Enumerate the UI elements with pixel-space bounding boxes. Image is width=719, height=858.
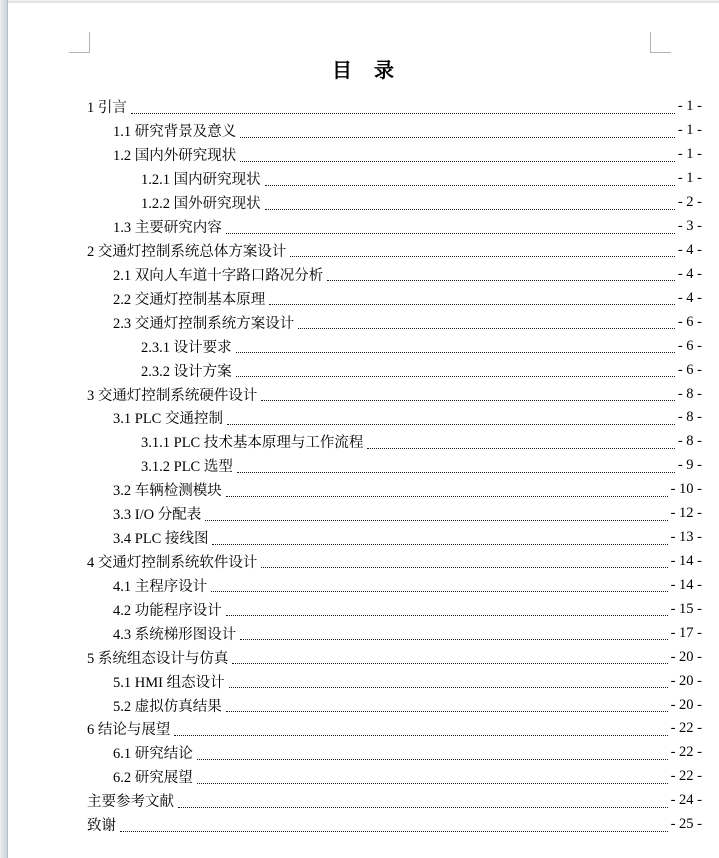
toc-entry-label: 3.1 PLC 交通控制 bbox=[113, 411, 223, 428]
toc-entry-page: - 2 - bbox=[677, 194, 702, 211]
toc-entry[interactable] bbox=[8, 789, 719, 813]
toc-dot-leader bbox=[232, 650, 667, 664]
margin-crop-mark-top-left-icon bbox=[69, 32, 90, 53]
toc-entry-page: - 8 - bbox=[677, 409, 702, 426]
toc-entry-page: - 22 - bbox=[670, 744, 702, 761]
toc-entry[interactable] bbox=[8, 526, 719, 550]
toc-dot-leader bbox=[261, 387, 674, 401]
toc-entry[interactable] bbox=[8, 669, 719, 693]
toc-dot-leader bbox=[226, 698, 668, 712]
toc-dot-leader bbox=[240, 626, 667, 640]
toc-dot-leader bbox=[327, 267, 675, 281]
toc-entry[interactable] bbox=[8, 191, 719, 215]
toc-entry-page: - 1 - bbox=[677, 122, 702, 139]
toc-entry[interactable] bbox=[8, 382, 719, 406]
toc-dot-leader bbox=[240, 148, 675, 162]
toc-dot-leader bbox=[265, 196, 675, 210]
toc-entry[interactable] bbox=[8, 119, 719, 143]
toc-entry-label: 1 引言 bbox=[87, 100, 127, 117]
toc-dot-leader bbox=[226, 602, 668, 616]
margin-crop-mark-top-right-icon bbox=[650, 32, 671, 53]
toc-dot-leader bbox=[236, 363, 675, 377]
toc-entry[interactable] bbox=[8, 239, 719, 263]
toc-list bbox=[8, 95, 719, 837]
toc-entry[interactable] bbox=[8, 550, 719, 574]
toc-entry-label: 1.1 研究背景及意义 bbox=[113, 124, 237, 141]
toc-entry-page: - 9 - bbox=[677, 457, 702, 474]
toc-entry-label: 3.1.1 PLC 技术基本原理与工作流程 bbox=[141, 435, 364, 452]
toc-entry[interactable] bbox=[8, 215, 719, 239]
toc-entry-page: - 1 - bbox=[677, 146, 702, 163]
toc-entry-page: - 6 - bbox=[677, 361, 702, 378]
toc-entry-page: - 4 - bbox=[677, 241, 702, 258]
toc-entry-page: - 20 - bbox=[670, 696, 702, 713]
toc-dot-leader bbox=[229, 674, 668, 688]
toc-entry-label: 4.1 主程序设计 bbox=[113, 578, 208, 595]
toc-entry-label: 2.3 交通灯控制系统方案设计 bbox=[113, 315, 295, 332]
toc-dot-leader bbox=[290, 243, 674, 257]
toc-entry-page: - 25 - bbox=[670, 816, 702, 833]
toc-entry-label: 2.2 交通灯控制基本原理 bbox=[113, 291, 266, 308]
toc-entry-page: - 10 - bbox=[670, 481, 702, 498]
toc-entry-label: 4.3 系统梯形图设计 bbox=[113, 626, 237, 643]
toc-entry-label: 6.1 研究结论 bbox=[113, 746, 193, 763]
toc-entry-label: 6.2 研究展望 bbox=[113, 770, 193, 787]
toc-entry-label: 致谢 bbox=[87, 818, 116, 835]
toc-entry-page: - 13 - bbox=[670, 529, 702, 546]
toc-entry-page: - 14 - bbox=[670, 552, 702, 569]
toc-entry-label: 6 结论与展望 bbox=[87, 722, 171, 739]
toc-dot-leader bbox=[236, 339, 675, 353]
toc-entry-label: 3 交通灯控制系统硬件设计 bbox=[87, 387, 258, 404]
toc-dot-leader bbox=[298, 315, 675, 329]
toc-entry-label: 3.4 PLC 接线图 bbox=[113, 531, 209, 548]
toc-entry[interactable] bbox=[8, 143, 719, 167]
toc-entry-label: 主要参考文献 bbox=[87, 794, 174, 811]
toc-entry-page: - 1 - bbox=[677, 170, 702, 187]
toc-entry-page: - 22 - bbox=[670, 768, 702, 785]
toc-dot-leader bbox=[212, 531, 667, 545]
toc-entry[interactable] bbox=[8, 310, 719, 334]
toc-entry-page: - 8 - bbox=[677, 385, 702, 402]
toc-entry-page: - 14 - bbox=[670, 576, 702, 593]
toc-dot-leader bbox=[240, 124, 675, 138]
toc-dot-leader bbox=[227, 411, 675, 425]
toc-entry[interactable] bbox=[8, 478, 719, 502]
toc-dot-leader bbox=[211, 578, 667, 592]
toc-dot-leader bbox=[178, 794, 668, 808]
toc-dot-leader bbox=[197, 746, 668, 760]
toc-dot-leader bbox=[265, 172, 675, 186]
toc-entry[interactable] bbox=[8, 765, 719, 789]
toc-entry-label: 1.2.1 国内研究现状 bbox=[141, 172, 261, 189]
toc-entry[interactable] bbox=[8, 286, 719, 310]
toc-entry-page: - 6 - bbox=[677, 313, 702, 330]
toc-entry[interactable] bbox=[8, 645, 719, 669]
toc-entry[interactable] bbox=[8, 406, 719, 430]
toc-entry-page: - 20 - bbox=[670, 648, 702, 665]
toc-entry[interactable] bbox=[8, 597, 719, 621]
toc-entry-label: 1.3 主要研究内容 bbox=[113, 220, 222, 237]
window-left-edge bbox=[0, 0, 8, 858]
toc-entry[interactable] bbox=[8, 813, 719, 837]
toc-entry-page: - 4 - bbox=[677, 289, 702, 306]
toc-entry-label: 4.2 功能程序设计 bbox=[113, 602, 222, 619]
toc-entry-label: 2 交通灯控制系统总体方案设计 bbox=[87, 243, 287, 260]
toc-entry[interactable] bbox=[8, 621, 719, 645]
toc-entry-label: 5.1 HMI 组态设计 bbox=[113, 674, 225, 691]
toc-dot-leader bbox=[131, 100, 675, 114]
toc-entry-page: - 4 - bbox=[677, 265, 702, 282]
page-title: 目 录 bbox=[332, 60, 395, 82]
toc-entry-page: - 15 - bbox=[670, 600, 702, 617]
toc-entry-page: - 22 - bbox=[670, 720, 702, 737]
toc-dot-leader bbox=[367, 435, 674, 449]
toc-entry-label: 3.1.2 PLC 选型 bbox=[141, 459, 233, 476]
toc-entry[interactable] bbox=[8, 717, 719, 741]
toc-dot-leader bbox=[197, 770, 668, 784]
toc-entry-label: 1.2 国内外研究现状 bbox=[113, 148, 237, 165]
toc-entry-label: 4 交通灯控制系统软件设计 bbox=[87, 554, 258, 571]
toc-dot-leader bbox=[237, 459, 675, 473]
toc-dot-leader bbox=[174, 722, 667, 736]
toc-entry[interactable] bbox=[8, 502, 719, 526]
toc-entry-page: - 17 - bbox=[670, 624, 702, 641]
toc-entry-label: 5.2 虚拟仿真结果 bbox=[113, 698, 222, 715]
toc-dot-leader bbox=[120, 818, 668, 832]
toc-dot-leader bbox=[261, 554, 667, 568]
toc-entry[interactable] bbox=[8, 741, 719, 765]
toc-entry-page: - 20 - bbox=[670, 672, 702, 689]
toc-entry[interactable] bbox=[8, 358, 719, 382]
toc-entry-page: - 3 - bbox=[677, 218, 702, 235]
toc-entry-label: 2.1 双向人车道十字路口路况分析 bbox=[113, 267, 324, 284]
toc-dot-leader bbox=[226, 220, 675, 234]
toc-entry-label: 3.2 车辆检测模块 bbox=[113, 483, 222, 500]
toc-entry[interactable] bbox=[8, 454, 719, 478]
toc-dot-leader bbox=[269, 291, 675, 305]
toc-dot-leader bbox=[205, 507, 667, 521]
toc-entry[interactable] bbox=[8, 262, 719, 286]
toc-dot-leader bbox=[226, 483, 668, 497]
toc-entry[interactable] bbox=[8, 95, 719, 119]
document-page bbox=[8, 3, 719, 858]
toc-entry-label: 3.3 I/O 分配表 bbox=[113, 507, 202, 524]
toc-entry-page: - 6 - bbox=[677, 337, 702, 354]
toc-entry-page: - 1 - bbox=[677, 98, 702, 115]
toc-entry-page: - 24 - bbox=[670, 792, 702, 809]
toc-entry-label: 1.2.2 国外研究现状 bbox=[141, 196, 261, 213]
toc-entry-page: - 12 - bbox=[670, 505, 702, 522]
toc-entry-label: 5 系统组态设计与仿真 bbox=[87, 650, 229, 667]
toc-entry[interactable] bbox=[8, 693, 719, 717]
toc-entry-label: 2.3.2 设计方案 bbox=[141, 363, 232, 380]
toc-entry[interactable] bbox=[8, 573, 719, 597]
toc-entry-page: - 8 - bbox=[677, 433, 702, 450]
toc-entry-label: 2.3.1 设计要求 bbox=[141, 339, 232, 356]
toc-entry[interactable] bbox=[8, 167, 719, 191]
toc-entry[interactable] bbox=[8, 334, 719, 358]
toc-entry[interactable] bbox=[8, 430, 719, 454]
